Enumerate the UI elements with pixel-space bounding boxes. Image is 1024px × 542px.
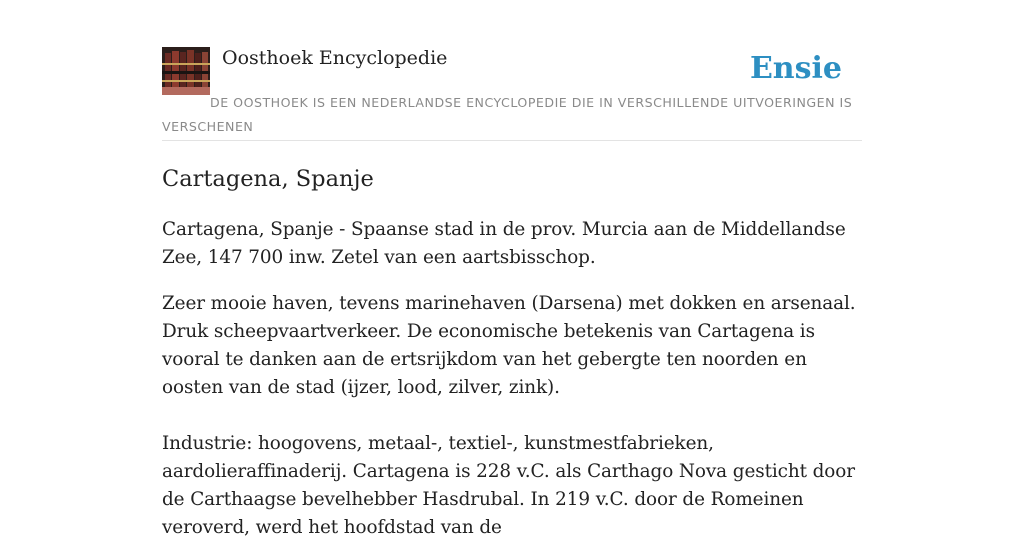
article-title: Cartagena, Spanje — [162, 166, 374, 192]
encyclopedia-books-icon[interactable] — [162, 47, 210, 95]
article — [162, 164, 862, 542]
site-tagline: DE OOSTHOEK IS EEN NEDERLANDSE ENCYCLOPEDIE DIE IN VERSCHILLENDE UITVOERINGEN IS VERSCHENEN — [162, 95, 853, 134]
avatar-image — [162, 47, 210, 95]
article-paragraph-1: Cartagena, Spanje - Spaanse stad in de prov. Murcia aan de Middellandse Zee, 147 700 inw. Zetel van een aartsbisschop. — [162, 219, 846, 268]
brand-logo[interactable]: Ensie — [749, 51, 842, 86]
article-paragraph-2: Zeer mooie haven, tevens marinehaven (Darsena) met dokken en arsenaal. Druk scheepvaartverkeer. De economische betekenis van Cartagena is vooral te danken aan de ertsrijkdom van het gebergte ten noorden en oosten van de stad (ijzer, lood, zilver, zink). — [162, 293, 856, 398]
site-title[interactable]: Oosthoek Encyclopedie — [222, 47, 448, 69]
site-header — [162, 46, 862, 141]
article-paragraph-3: Industrie: hoogovens, metaal-, textiel-, kunstmestfabrieken, aardolieraffinaderij. Cartagena is 228 v.C. als Carthago Nova gesticht door de Carthaagse bevelhebber Hasdrubal. In 219 v.C. door de Romeinen veroverd, werd het hoofdstad van de — [162, 433, 855, 538]
